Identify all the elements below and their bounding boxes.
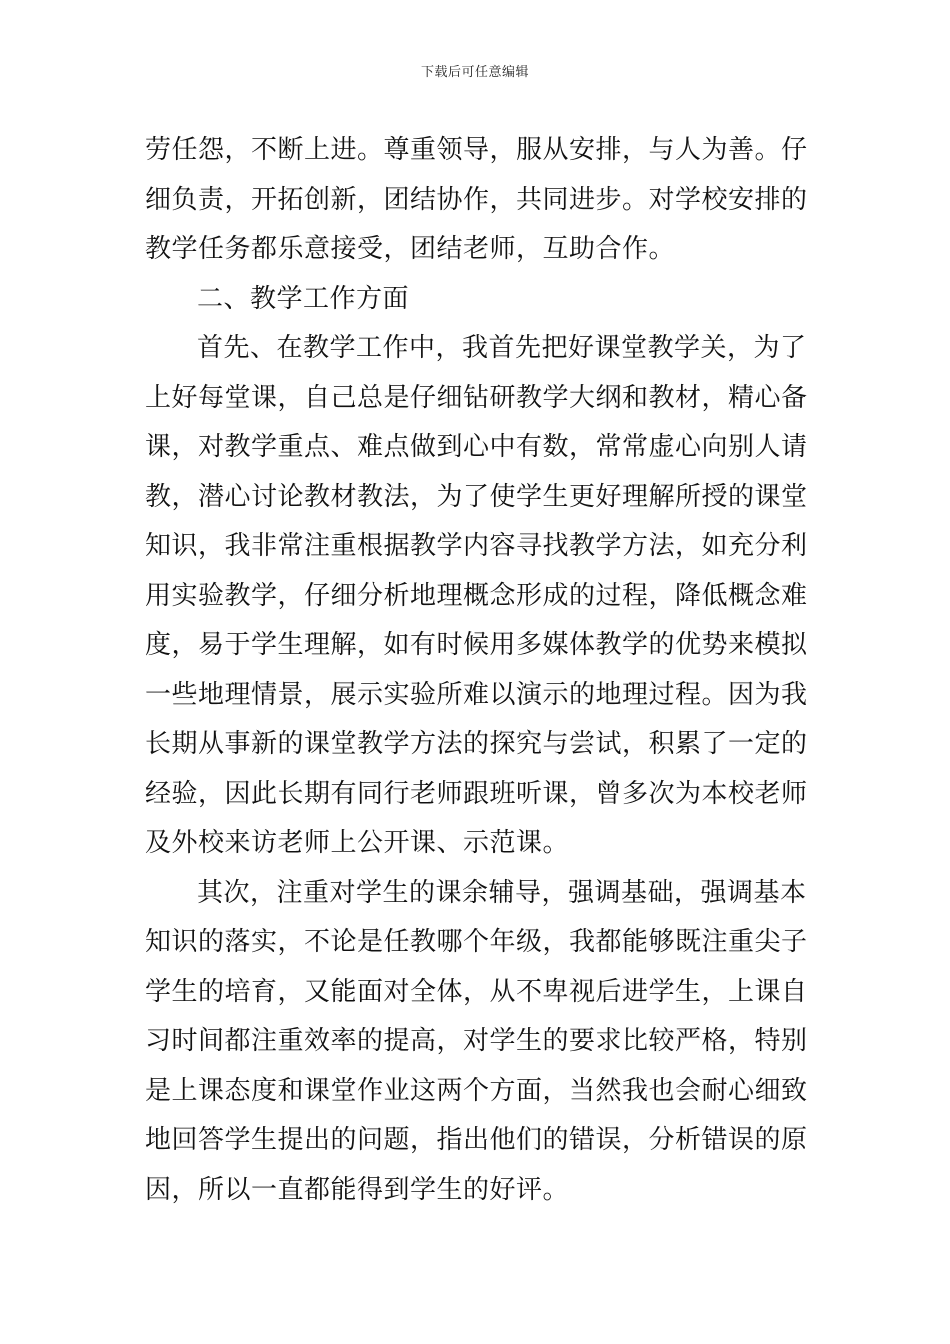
text-line: 劳任怨，不断上进。尊重领导，服从安排，与人为善。仔: [145, 135, 808, 165]
text-line: 习时间都注重效率的提高，对学生的要求比较严格，特别: [145, 1026, 808, 1056]
document-body: [145, 126, 807, 1215]
text-line: 学生的培育，又能面对全体，从不卑视后进学生，上课自: [145, 976, 808, 1007]
text-line: 教学任务都乐意接受，团结老师，互助合作。: [145, 234, 676, 264]
text-line: 知识的落实，不论是任教哪个年级，我都能够既注重尖子: [145, 927, 808, 957]
text-line: 细负责，开拓创新，团结协作，共同进步。对学校安排的: [145, 184, 808, 215]
text-line: 及外校来访老师上公开课、示范课。: [145, 828, 570, 858]
text-line: 知识，我非常注重根据教学内容寻找教学方法，如充分利: [145, 531, 808, 561]
text-line: 一些地理情景，展示实验所难以演示的地理过程。因为我: [145, 679, 808, 710]
text-line: 度，易于学生理解，如有时候用多媒体教学的优势来模拟: [145, 630, 808, 660]
text-line: 长期从事新的课堂教学方法的探究与尝试，积累了一定的: [145, 729, 808, 759]
text-line: 地回答学生提出的问题，指出他们的错误，分析错误的原: [145, 1125, 808, 1155]
paragraph-first-line: 首先、在教学工作中，我首先把好课堂教学关，为了: [197, 333, 807, 363]
text-line: 课，对教学重点、难点做到心中有数，常常虚心向别人请: [145, 432, 808, 462]
text-line: 用实验教学，仔细分析地理概念形成的过程，降低概念难: [145, 580, 808, 611]
text-line: 因，所以一直都能得到学生的好评。: [145, 1174, 570, 1205]
paragraph-first-line: 其次，注重对学生的课余辅导，强调基础，强调基本: [197, 877, 807, 908]
text-line: 是上课态度和课堂作业这两个方面，当然我也会耐心细致: [145, 1075, 808, 1106]
text-line: 上好每堂课，自己总是仔细钻研教学大纲和教材，精心备: [145, 382, 808, 413]
section-heading: 二、教学工作方面: [197, 283, 410, 314]
text-line: 经验，因此长期有同行老师跟班听课，曾多次为本校老师: [145, 778, 808, 809]
text-line: 教，潜心讨论教材教法，为了使学生更好理解所授的课堂: [145, 481, 808, 512]
page-header: 下载后可任意编辑: [420, 65, 529, 80]
